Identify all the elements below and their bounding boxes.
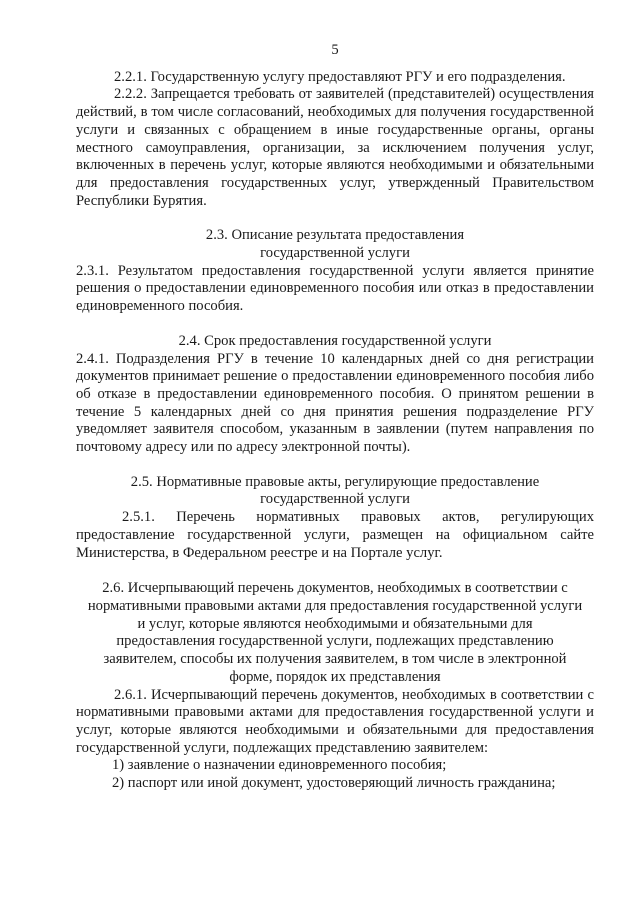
heading-2-3 (76, 227, 594, 262)
paragraph-2-4-1: 2.4.1. Подразделения РГУ в течение 10 календарных дней со дня регистрации документов принимает решение о предоставлении единовременного пособия либо об отказе в предоставлении единовременного пособия. О принятом решении в течение 5 календарных дней со дня принятия решения подразделение РГУ уведомляет заявителя способом, указанным в заявлении (путем направления по почтовому адресу или по адресу электронной почты). (76, 350, 594, 456)
heading-2-5-line-2: государственной услуги (260, 491, 410, 508)
heading-2-5 (76, 474, 594, 509)
page-number: 5 (331, 42, 339, 58)
paragraph-2-6-1: 2.6.1. Исчерпывающий перечень документов, необходимых в соответствии с нормативными правовыми актами для предоставления государственной услуги и услуг, которые являются необходимыми и обязательными для предоставления государственной услуги, подлежащих представлению заявителем: (76, 686, 594, 756)
paragraph-2-5-1: 2.5.1. Перечень нормативных правовых актов, регулирующих предоставление государственной услуги, размещен на официальном сайте Министерства, в Федеральном реестре и на Портале услуг. (76, 509, 594, 561)
heading-2-3-line-2: государственной услуги (260, 245, 410, 262)
heading-2-6-line-4: предоставления государственной услуги, подлежащих представлению (116, 633, 554, 650)
heading-2-3-line-1: 2.3. Описание результата предоставления (205, 227, 465, 244)
heading-2-4 (76, 333, 594, 351)
paragraph-2-2-2: 2.2.2. Запрещается требовать от заявителей (представителей) осуществления действий, в том числе согласований, необходимых для получения государственной услуги и связанных с обращением в иные государственные органы, органы местного самоуправления, организации, за исключением получения услуг, включенных в перечень услуг, которые являются необходимыми и обязательными для предоставления государственных услуг, утвержденный Правительством Республики Бурятия. (76, 86, 594, 209)
heading-2-6-line-5: заявителем, способы их получения заявителем, в том числе в электронной (103, 651, 567, 668)
page-content (76, 42, 594, 793)
heading-2-6-line-2: нормативными правовыми актами для предоставления государственной услуги (87, 597, 583, 614)
heading-2-6-line-3: и услуг, которые являются необходимыми и обязательными для (137, 615, 533, 632)
heading-2-4-line-1: 2.4. Срок предоставления государственной услуги (178, 332, 492, 349)
paragraph-2-3-1: 2.3.1. Результатом предоставления государственной услуги является принятие решения о предоставлении единовременного пособия или отказ в предоставлении единовременного пособия. (76, 262, 594, 315)
heading-2-6 (76, 580, 594, 686)
list-item: 1) заявление о назначении единовременного пособия; (112, 757, 447, 774)
paragraph-2-2-1: 2.2.1. Государственную услугу предоставляют РГУ и его подразделения. (114, 68, 566, 85)
heading-2-6-line-1: 2.6. Исчерпывающий перечень документов, необходимых в соответствии с (102, 580, 568, 597)
heading-2-6-line-6: форме, порядок их представления (229, 668, 441, 685)
list-item: 2) паспорт или иной документ, удостоверяющий личность гражданина; (112, 775, 556, 792)
heading-2-5-line-1: 2.5. Нормативные правовые акты, регулирующие предоставление (130, 473, 540, 490)
